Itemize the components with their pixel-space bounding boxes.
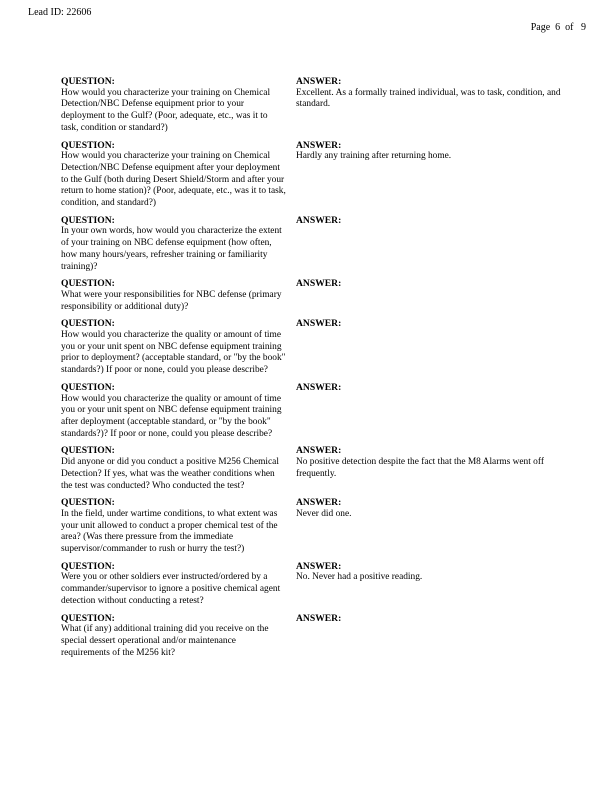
question-label: QUESTION: (61, 612, 115, 624)
answer-cell (296, 382, 566, 394)
question-text: How would you characterize your training on Chemical Detection/NBC Defense equipment prior to your deployment to the Gulf? (Poor, adequate, etc., was it to task, condition or standard?) (61, 87, 271, 133)
answer-cell (296, 561, 566, 584)
question-text: How would you characterize your training on Chemical Detection/NBC Defense equipment after your deployment to the Gulf (both during Desert Shield/Storm and after your return to home station)? (Poor, adequate, etc., was it to task, condition, and standard?) (61, 151, 286, 209)
lead-id: Lead ID: 22606 (28, 7, 92, 18)
question-label: QUESTION: (61, 381, 115, 393)
question-cell (61, 497, 296, 556)
question-text: In your own words, how would you characterize the extent of your training on NBC defense equipment (how often, how many hours/years, refresher training or familiarity training)? (61, 226, 282, 272)
question-cell (61, 278, 296, 313)
answer-label: ANSWER: (296, 318, 342, 330)
answer-text: Hardly any training after returning home. (296, 151, 452, 162)
page-number: Page 6 of 9 (530, 22, 586, 33)
answer-cell (296, 278, 566, 290)
answer-text: Never did one. (296, 508, 352, 519)
question-text: What were your responsibilities for NBC defense (primary responsibility or additional duty)? (61, 289, 282, 312)
answer-cell (296, 76, 566, 111)
qa-row (61, 76, 577, 135)
qa-row (61, 613, 577, 660)
question-label: QUESTION: (61, 76, 115, 87)
answer-cell (296, 445, 566, 480)
answer-label: ANSWER: (296, 560, 342, 572)
question-cell (61, 613, 296, 660)
question-text: Were you or other soldiers ever instructed/ordered by a commander/supervisor to ignore a positive chemical agent detection without conducting a retest? (61, 572, 281, 606)
answer-label: ANSWER: (296, 139, 342, 151)
question-cell (61, 76, 296, 135)
answer-cell (296, 215, 566, 227)
answer-cell (296, 497, 566, 520)
qa-row (61, 445, 577, 492)
question-label: QUESTION: (61, 278, 115, 290)
answer-cell (296, 140, 566, 163)
qa-row (61, 497, 577, 556)
question-label: QUESTION: (61, 214, 115, 226)
qa-row (61, 278, 577, 313)
answer-cell (296, 318, 566, 330)
answer-label: ANSWER: (296, 497, 342, 509)
question-text: In the field, under wartime conditions, to what extent was your unit allowed to conduct a proper chemical test of the area? (Was there pressure from the immediate supervisor/commander to rush or hurry the test?) (61, 508, 278, 555)
qa-row (61, 318, 577, 377)
answer-label: ANSWER: (296, 381, 342, 393)
answer-text: Excellent. As a formally trained individual, was to task, condition, and standard. (296, 87, 561, 110)
qa-list (61, 76, 577, 664)
answer-label: ANSWER: (296, 612, 342, 624)
question-label: QUESTION: (61, 497, 115, 509)
question-cell (61, 318, 296, 377)
question-label: QUESTION: (61, 560, 115, 572)
question-cell (61, 445, 296, 492)
question-text: What (if any) additional training did you receive on the special dessert operational and/or maintenance requirements of the M256 kit? (61, 624, 269, 658)
answer-label: ANSWER: (296, 445, 342, 457)
question-text: How would you characterize the quality or amount of time you or your unit spent on NBC defense equipment training prior to deployment? (acceptable standard, or "by the book" standards?) If poor or none, could you please describe? (61, 330, 286, 376)
question-cell (61, 561, 296, 608)
question-text: Did anyone or did you conduct a positive M256 Chemical Detection? If yes, what was the weather conditions when the test was conducted? Who conducted the test? (61, 457, 279, 491)
answer-text: No. Never had a positive reading. (296, 572, 423, 583)
qa-row (61, 140, 577, 210)
question-text: How would you characterize the quality or amount of time you or your unit spent on NBC defense equipment training after deployment (acceptable standard, or "by the book" standards?)? If poor or none, could you please describe? (61, 393, 282, 439)
answer-cell (296, 613, 566, 625)
question-label: QUESTION: (61, 318, 115, 330)
question-label: QUESTION: (61, 139, 115, 151)
question-cell (61, 382, 296, 441)
answer-label: ANSWER: (296, 76, 342, 87)
qa-row (61, 215, 577, 274)
answer-label: ANSWER: (296, 278, 342, 290)
question-cell (61, 215, 296, 274)
answer-label: ANSWER: (296, 214, 342, 226)
qa-row (61, 382, 577, 441)
answer-text: No positive detection despite the fact that the M8 Alarms went off frequently. (296, 457, 544, 479)
question-label: QUESTION: (61, 445, 115, 457)
question-cell (61, 140, 296, 210)
qa-row (61, 561, 577, 608)
